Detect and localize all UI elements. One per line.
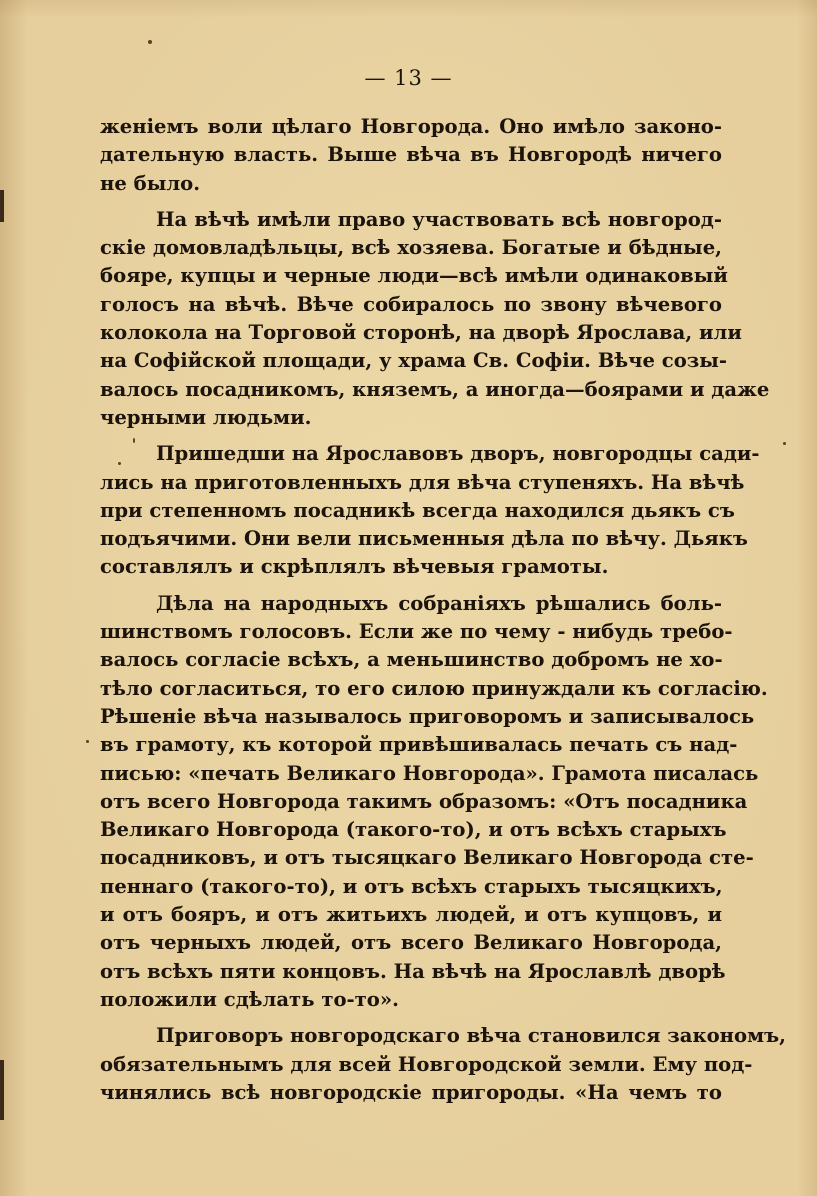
text-line: Великаго Новгорода (такого-то), и отъ всѣхъ старыхъ (100, 818, 727, 842)
text-line: при степенномъ посадникѣ всегда находился дьякъ съ (100, 498, 735, 522)
binding-edge-mark (0, 1060, 4, 1120)
text-line: Дѣла на народныхъ собраніяхъ рѣшались боль- (156, 591, 722, 615)
text-line: Приговоръ новгородскаго вѣча становился закономъ, (156, 1024, 786, 1048)
text-line: отъ всѣхъ пяти концовъ. На вѣчѣ на Ярославлѣ дворѣ (100, 959, 726, 983)
text-line: На вѣчѣ имѣли право участвовать всѣ новгород- (156, 207, 722, 231)
text-line: лись на приготовленныхъ для вѣча ступеняхъ. На вѣчѣ (100, 470, 745, 494)
text-line: обязательнымъ для всей Новгородской земли. Ему под- (100, 1052, 753, 1076)
text-line: отъ всего Новгорода такимъ образомъ: «Отъ посадника (100, 789, 748, 813)
paragraph (100, 590, 768, 1014)
text-line: положили сдѣлать то-то». (100, 987, 399, 1011)
text-line: подъячими. Они вели письменныя дѣла по вѣчу. Дьякъ (100, 527, 748, 551)
text-line: черными людьми. (100, 405, 312, 429)
text-line: на Софійской площади, у храма Св. Софіи. Вѣче созы- (100, 349, 728, 373)
text-line: Рѣшеніе вѣча называлось приговоромъ и записывалось (100, 704, 755, 728)
paragraph (100, 206, 770, 432)
text-line: колокола на Торговой сторонѣ, на дворѣ Ярослава, или (100, 321, 742, 345)
text-line: отъ черныхъ людей, отъ всего Великаго Новгорода, (100, 931, 722, 955)
text-line: скіе домовладѣльцы, всѣ хозяева. Богатые и бѣдные, (100, 236, 722, 260)
ink-speck (148, 40, 152, 44)
text-line: бояре, купцы и черные люди—всѣ имѣли одинаковый (100, 264, 728, 288)
text-line: шинствомъ голосовъ. Если же по чему - нибудь требо- (100, 620, 733, 644)
text-line: писью: «печать Великаго Новгорода». Грамота писалась (100, 761, 759, 785)
paragraph (100, 440, 760, 581)
paragraph (100, 1022, 786, 1107)
ink-speck (86, 740, 89, 743)
text-line: тѣло согласиться, то его силою принуждали къ согласію. (100, 676, 768, 700)
text-line: не было. (100, 171, 201, 195)
text-line: чинялись всѣ новгородскіе пригороды. «На чемъ то (100, 1080, 722, 1104)
text-line: въ грамоту, къ которой привѣшивалась печать съ над- (100, 733, 738, 757)
paragraph (100, 113, 722, 198)
body-text (100, 113, 786, 1115)
text-line: валось согласіе всѣхъ, а меньшинство добромъ не хо- (100, 648, 723, 672)
text-line: голосъ на вѣчѣ. Вѣче собиралось по звону вѣчевого (100, 292, 722, 316)
binding-edge-mark (0, 190, 4, 222)
text-line: дательную власть. Выше вѣча въ Новгородѣ ничего (100, 143, 722, 167)
text-line: составлялъ и скрѣплялъ вѣчевыя грамоты. (100, 555, 609, 579)
text-line: посадниковъ, и отъ тысяцкаго Великаго Новгорода сте- (100, 846, 754, 870)
text-line: валось посадникомъ, княземъ, а иногда—боярами и даже (100, 377, 770, 401)
text-line: пеннаго (такого-то), и отъ всѣхъ старыхъ тысяцкихъ, (100, 874, 723, 898)
text-line: и отъ бояръ, и отъ житьихъ людей, и отъ купцовъ, и (100, 903, 722, 927)
page-number: — 13 — (364, 66, 453, 90)
ink-speck (783, 442, 786, 445)
text-line: Пришедши на Ярославовъ дворъ, новгородцы сади- (156, 442, 760, 466)
text-line: женіемъ воли цѣлаго Новгорода. Оно имѣло законо- (100, 115, 722, 138)
